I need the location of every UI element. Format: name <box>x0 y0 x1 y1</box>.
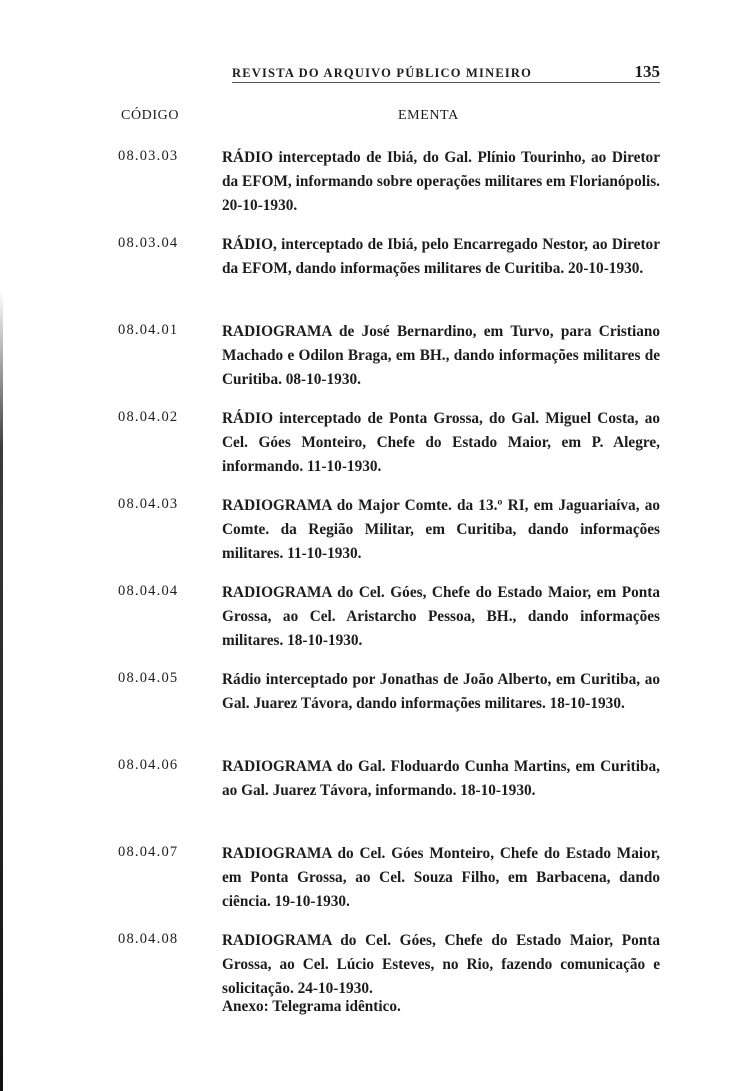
entry-summary: RADIOGRAMA do Cel. Góes, Chefe do Estado Maior, em Ponta Grossa, ao Cel. Aristarcho Pessoa, BH., dando informações militares. 18-10-1930. <box>222 584 660 649</box>
list-item <box>0 668 749 755</box>
entry-summary: RÁDIO, interceptado de Ibiá, pelo Encarregado Nestor, ao Diretor da EFOM, dando informações militares de Curitiba. 20-10-1930. <box>222 236 660 277</box>
entry-code: 08.04.06 <box>118 757 179 773</box>
entry-summary: RADIOGRAMA do Major Comte. da 13.º RI, em Jaguariaíva, ao Comte. da Região Militar, em Curitiba, dando informações militares. 11-10-1930. <box>222 497 660 562</box>
entry-code: 08.04.08 <box>118 931 179 947</box>
entry-code: 08.03.04 <box>118 235 179 251</box>
entry-code: 08.03.03 <box>118 148 179 164</box>
column-headers <box>0 108 749 130</box>
column-header-code: CÓDIGO <box>121 108 180 123</box>
entry-summary: RÁDIO interceptado de Ponta Grossa, do Gal. Miguel Costa, ao Cel. Góes Monteiro, Chefe do Estado Maior, em P. Alegre, informando. 11-10-1930. <box>222 410 660 475</box>
journal-title: REVISTA DO ARQUIVO PÚBLICO MINEIRO <box>232 66 533 80</box>
entry-code: 08.04.03 <box>118 496 179 512</box>
list-item <box>0 146 749 233</box>
entry-code: 08.04.04 <box>118 583 179 599</box>
column-header-summary: EMENTA <box>398 108 459 123</box>
list-item <box>0 842 749 929</box>
entry-code: 08.04.05 <box>118 670 179 686</box>
list-item <box>0 755 749 842</box>
list-item <box>0 233 749 320</box>
page-number: 135 <box>634 62 660 81</box>
list-item <box>0 320 749 407</box>
entry-code: 08.04.07 <box>118 844 179 860</box>
entry-code: 08.04.02 <box>118 409 179 425</box>
list-item <box>0 407 749 494</box>
entry-summary: RADIOGRAMA do Cel. Góes Monteiro, Chefe do Estado Maior, em Ponta Grossa, ao Cel. Souza Filho, em Barbacena, dando ciência. 19-10-1930. <box>222 845 660 910</box>
entry-summary: Rádio interceptado por Jonathas de João Alberto, em Curitiba, ao Gal. Juarez Távora, dando informações militares. 18-10-1930. <box>222 671 660 712</box>
header-rule <box>232 82 660 83</box>
entry-summary: RADIOGRAMA do Cel. Góes, Chefe do Estado Maior, Ponta Grossa, ao Cel. Lúcio Esteves, no Rio, fazendo comunicação e solicitação. 24-10-1930. <box>222 932 660 997</box>
list-item <box>0 494 749 581</box>
page-edge-shadow <box>0 290 3 1091</box>
entry-summary: RADIOGRAMA de José Bernardino, em Turvo, para Cristiano Machado e Odilon Braga, em BH., dando informações militares de Curitiba. 08-10-1930. <box>222 323 660 388</box>
annex-note: Anexo: Telegrama idêntico. <box>222 998 401 1015</box>
entry-summary: RÁDIO interceptado de Ibiá, do Gal. Plínio Tourinho, ao Diretor da EFOM, informando sobre operações militares em Florianópolis. 20-10-1930. <box>222 149 660 214</box>
entry-summary: RADIOGRAMA do Gal. Floduardo Cunha Martins, em Curitiba, ao Gal. Juarez Távora, informando. 18-10-1930. <box>222 758 660 799</box>
running-head <box>232 62 660 84</box>
list-item <box>0 581 749 668</box>
entry-list <box>0 146 749 1016</box>
entry-code: 08.04.01 <box>118 322 179 338</box>
